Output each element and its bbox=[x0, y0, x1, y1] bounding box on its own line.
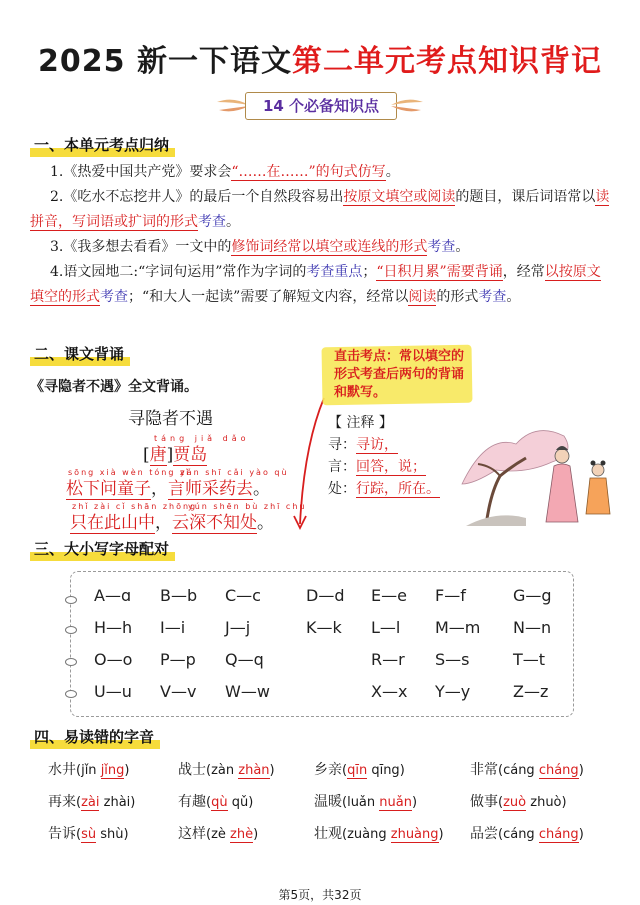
poem-line-2: 只在此山中，云深不知处。 bbox=[70, 513, 274, 533]
letter-pair: V—v bbox=[160, 682, 197, 701]
word-item: 有趣(qù qǔ) bbox=[178, 794, 254, 810]
letter-pair: Y—y bbox=[435, 682, 471, 701]
point-3: 3.《我多想去看看》一文中的修饰词经常以填空或连线的形式考查。 bbox=[50, 239, 470, 255]
letter-pair: M—m bbox=[435, 618, 481, 637]
line1b-pinyin: yán shī cǎi yào qù bbox=[180, 468, 289, 477]
word-item: 水井(jǐn jǐng) bbox=[48, 762, 130, 778]
poem-title: 寻隐者不遇 bbox=[128, 409, 213, 429]
section-heading-2: 二、课文背诵 bbox=[34, 343, 124, 364]
title-part-2: 第二单元考点知识背记 bbox=[291, 44, 602, 79]
annotations-heading: 【 注释 】 bbox=[328, 415, 393, 431]
page-footer: 第5页，共32页 bbox=[278, 888, 362, 902]
left-laurel-icon bbox=[215, 94, 249, 116]
section-heading-3: 三、大小写字母配对 bbox=[34, 538, 169, 559]
line2b-pinyin: yún shēn bù zhī chù bbox=[188, 502, 307, 511]
letter-pair: A—ɑ bbox=[94, 586, 132, 605]
right-laurel-icon bbox=[391, 94, 425, 116]
points-list bbox=[30, 160, 612, 310]
letter-pair: W—w bbox=[225, 682, 270, 701]
letter-pair: D—d bbox=[306, 586, 345, 605]
letter-pair: O—o bbox=[94, 650, 133, 669]
letter-pair: E—e bbox=[371, 586, 407, 605]
letter-pair: T—t bbox=[513, 650, 546, 669]
letter-pair: S—s bbox=[435, 650, 470, 669]
letter-pair: F—f bbox=[435, 586, 466, 605]
letter-pair: Q—q bbox=[225, 650, 264, 669]
banner-label: 14 个必备知识点 bbox=[245, 92, 397, 120]
letter-pair: H—h bbox=[94, 618, 133, 637]
word-item: 再来(zài zhài) bbox=[48, 794, 136, 810]
annotation-item: 言：回答，说； bbox=[328, 459, 426, 475]
letter-pair: X—x bbox=[371, 682, 408, 701]
letter-pair: P—p bbox=[160, 650, 196, 669]
letter-pair: L—l bbox=[371, 618, 401, 637]
letter-pair: Z—z bbox=[513, 682, 549, 701]
letter-pair: R—r bbox=[371, 650, 405, 669]
letter-pair: C—c bbox=[225, 586, 261, 605]
word-item: 温暖(luǎn nuǎn) bbox=[314, 794, 418, 810]
word-item: 品尝(cáng cháng) bbox=[470, 826, 584, 842]
banner bbox=[215, 88, 425, 122]
title-part-1: 2025 新一下语文 bbox=[38, 44, 292, 79]
letter-pair: U—u bbox=[94, 682, 132, 701]
word-item: 乡亲(qīn qīng) bbox=[314, 762, 405, 778]
poem-illustration bbox=[456, 414, 624, 526]
word-item: 做事(zuò zhuò) bbox=[470, 794, 567, 810]
letter-pair: B—b bbox=[160, 586, 198, 605]
word-item: 这样(zè zhè) bbox=[178, 826, 259, 842]
point-4: 4.语文园地二:“字词句运用”常作为字词的考查重点；“日积月累”需要背诵，经常以按原文填空的形式考查；“和大人一起读”需要了解短文内容，经常以阅读的形式考查。 bbox=[30, 264, 601, 305]
point-1: 1.《热爱中国共产党》要求会“……在……”的句式仿写。 bbox=[50, 164, 400, 180]
section-heading-4: 四、易读错的字音 bbox=[34, 726, 154, 747]
word-item: 非常(cáng cháng) bbox=[470, 762, 584, 778]
point-2: 2.《吃水不忘挖井人》的最后一个自然段容易出按原文填空或阅读的题目，课后词语常以读拼音，写词语或扩词的形式考查。 bbox=[30, 189, 610, 230]
letter-pair: J—j bbox=[225, 618, 251, 637]
poem-line-1: 松下问童子，言师采药去。 bbox=[66, 479, 270, 499]
word-item: 告诉(sù shù) bbox=[48, 826, 129, 842]
word-item: 战士(zàn zhàn) bbox=[178, 762, 275, 778]
letter-pair: K—k bbox=[306, 618, 342, 637]
page-title bbox=[0, 36, 640, 80]
letter-pair: G—g bbox=[513, 586, 552, 605]
annotation-item: 处：行踪，所在。 bbox=[328, 481, 440, 497]
line1a-pinyin: sōng xià wèn tóng zǐ bbox=[68, 468, 191, 477]
section-heading-1: 一、本单元考点归纳 bbox=[34, 134, 169, 155]
word-item: 壮观(zuàng zhuàng) bbox=[314, 826, 444, 842]
letter-pair: N—n bbox=[513, 618, 552, 637]
exam-callout: 直击考点：常以填空的形式考查后两句的背诵和默写。 bbox=[322, 346, 472, 404]
line2a-pinyin: zhǐ zài cǐ shān zhōng bbox=[72, 502, 198, 511]
annotations bbox=[328, 412, 440, 500]
author-pinyin: táng jiǎ dǎo bbox=[154, 434, 250, 443]
arrow-icon bbox=[290, 396, 330, 536]
letter-pair: I—i bbox=[160, 618, 186, 637]
poem-author: [唐]贾岛 bbox=[143, 445, 208, 465]
poem-heading: 《寻隐者不遇》全文背诵。 bbox=[30, 379, 198, 395]
annotation-item: 寻：寻访， bbox=[328, 437, 398, 453]
